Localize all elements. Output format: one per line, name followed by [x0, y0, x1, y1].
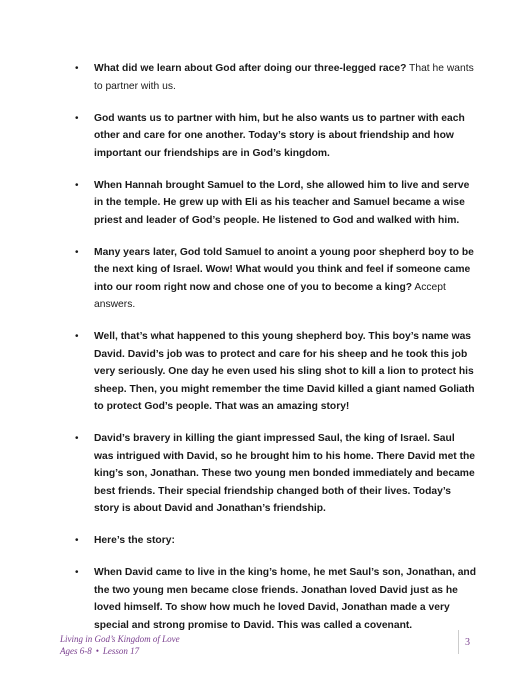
footer-lesson: Lesson 17	[102, 646, 140, 656]
footer-subtitle	[60, 645, 180, 657]
bullet-item-6	[72, 430, 476, 518]
page-number: 3	[465, 637, 470, 648]
bullet-item-8	[72, 564, 476, 634]
bullet-marker: •	[75, 331, 79, 342]
bullet-marker: •	[75, 433, 79, 444]
bullet-bold-text: When Hannah brought Samuel to the Lord, she allowed him to live and serve in the temple. He grew up with Eli as his teacher and Samuel became a wise priest and leader of God’s people. He listened to God and walked with him.	[94, 179, 470, 226]
page-footer	[60, 633, 180, 657]
bullet-bold-text: David’s bravery in killing the giant impressed Saul, the king of Israel. Saul was intrigued with David, so he brought him to his home. There David met the king’s son, Jonathan. These two young men bonded immediately and became best friends. Their special friendship changed both of their lives. Today’s story is about David and Jonathan’s friendship.	[94, 433, 476, 514]
bullet-item-3	[72, 177, 476, 230]
footer-separator: •	[95, 646, 99, 656]
bullet-item-2	[72, 110, 476, 163]
bullet-marker: •	[75, 535, 79, 546]
bullet-item-4	[72, 244, 476, 314]
bullet-marker: •	[75, 112, 79, 124]
bullet-item-5	[72, 328, 476, 416]
bullet-item-1	[72, 60, 476, 95]
bullet-bold-text: God wants us to partner with him, but he also wants us to partner with each other and care for one another. Today’s story is about friendship and how important our friendships are in God’s kingdom.	[94, 112, 465, 159]
bullet-bold-text: What did we learn about God after doing our three-legged race?	[94, 63, 407, 74]
page-number-divider	[458, 630, 459, 654]
bullet-marker: •	[75, 63, 79, 74]
lesson-content	[72, 60, 476, 649]
footer-ages: Ages 6-8	[60, 646, 92, 656]
bullet-normal-text: Accept answers.	[94, 281, 446, 310]
bullet-bold-text: Here’s the story:	[94, 535, 175, 546]
bullet-bold-text: Well, that’s what happened to this young shepherd boy. This boy’s name was David. David’s job was to protect and care for his sheep and he took this job very seriously. One day he even used his sling shot to kill a lion to protect his sheep. Then, you might remember the time David killed a giant named Goliath to protect God’s people. That was an amazing story!	[94, 331, 475, 412]
bullet-marker: •	[75, 179, 79, 191]
bullet-marker: •	[75, 567, 79, 578]
bullet-item-7	[72, 532, 476, 550]
bullet-bold-text: Many years later, God told Samuel to anoint a young poor shepherd boy to be the next king of Israel. Wow! What would you think and feel if someone came into our room right now and chose one of you to become a king?	[94, 246, 474, 293]
bullet-normal-text: That he wants to partner with us.	[94, 63, 474, 92]
bullet-bold-text: When David came to live in the king’s home, he met Saul’s son, Jonathan, and the two young men became close friends. Jonathan loved David just as he loved himself. To show how much he loved David, Jonathan made a very special and strong promise to David. This was called a covenant.	[94, 567, 477, 631]
footer-title: Living in God’s Kingdom of Love	[60, 634, 180, 644]
bullet-marker: •	[75, 246, 79, 258]
